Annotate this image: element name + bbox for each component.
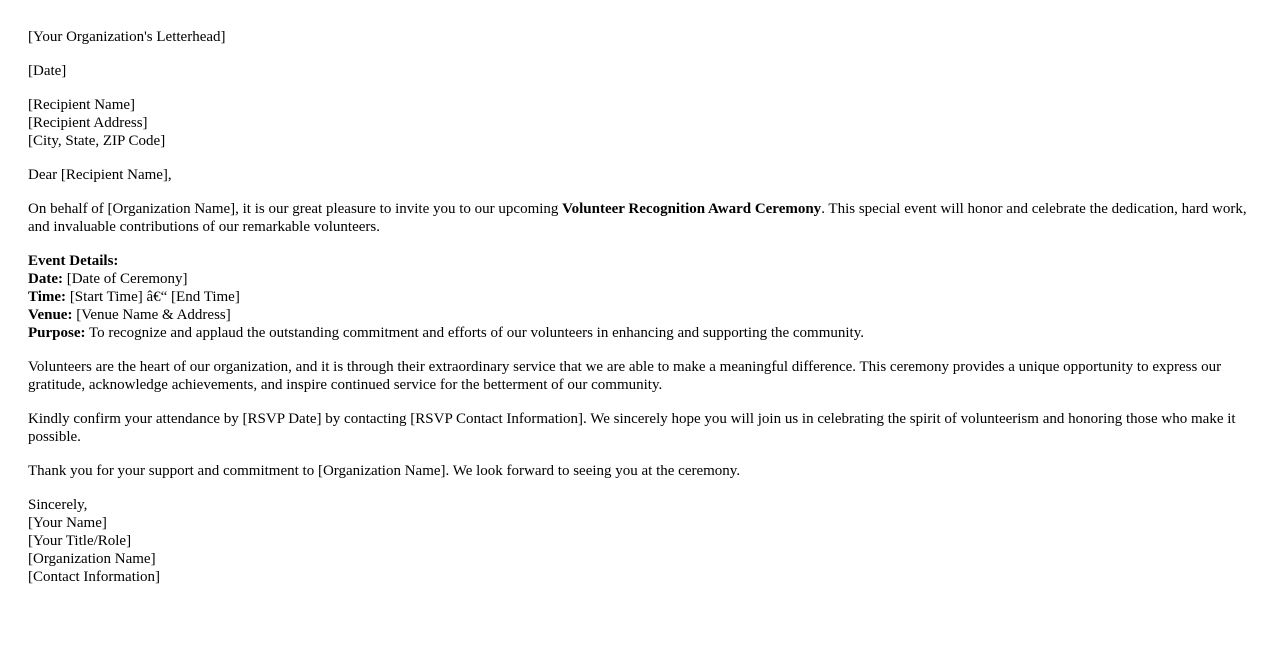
event-purpose-label: Purpose: [28,325,86,341]
thanks-paragraph: Thank you for your support and commitment to [Organization Name]. We look forward to seeing you at the ceremony. [28,463,741,479]
event-date-row [28,270,1250,288]
closing-block [28,496,1250,586]
intro-paragraph [28,200,1250,236]
intro-text-before: On behalf of [Organization Name], it is our great pleasure to invite you to our upcoming [28,201,563,217]
event-venue-value: [Venue Name & Address] [72,307,231,323]
letter-date: [Date] [28,63,67,79]
recipient-block [28,96,1250,150]
valediction: Sincerely, [28,497,88,513]
sender-organization: [Organization Name] [28,551,156,567]
event-venue-row [28,306,1250,324]
recipient-name: [Recipient Name] [28,97,136,113]
letterhead: [Your Organization's Letterhead] [28,29,226,45]
recipient-city-state-zip: [City, State, ZIP Code] [28,133,166,149]
intro-text-after: . This special event will honor and celebrate the dedication, hard work, and invaluable contributions of our remarkable volunteers. [28,201,1247,235]
event-purpose-row [28,324,1250,342]
event-time-value: [Start Time] â€“ [End Time] [66,289,240,305]
event-time-label: Time: [28,289,67,305]
event-date-label: Date: [28,271,63,287]
salutation: Dear [Recipient Name], [28,167,172,183]
event-details-heading: Event Details: [28,253,119,269]
sender-contact: [Contact Information] [28,569,161,585]
volunteers-paragraph: Volunteers are the heart of our organization, and it is through their extraordinary service that we are able to make a meaningful difference. This ceremony provides a unique opportunity to express our gratitude, acknowledge achievements, and inspire continued service for the betterment of our community. [28,359,1222,393]
sender-name: [Your Name] [28,515,107,531]
sender-title: [Your Title/Role] [28,533,132,549]
event-details [28,252,1250,342]
event-time-row [28,288,1250,306]
recipient-address: [Recipient Address] [28,115,148,131]
event-purpose-value: To recognize and applaud the outstanding commitment and efforts of our volunteers in enhancing and supporting the community. [85,325,864,341]
letter [28,28,1250,602]
event-date-value: [Date of Ceremony] [62,271,188,287]
rsvp-paragraph: Kindly confirm your attendance by [RSVP Date] by contacting [RSVP Contact Information]. We sincerely hope you will join us in celebrating the spirit of volunteerism and honoring those who make it possible. [28,411,1236,445]
event-name: Volunteer Recognition Award Ceremony [562,201,822,217]
event-venue-label: Venue: [28,307,73,323]
